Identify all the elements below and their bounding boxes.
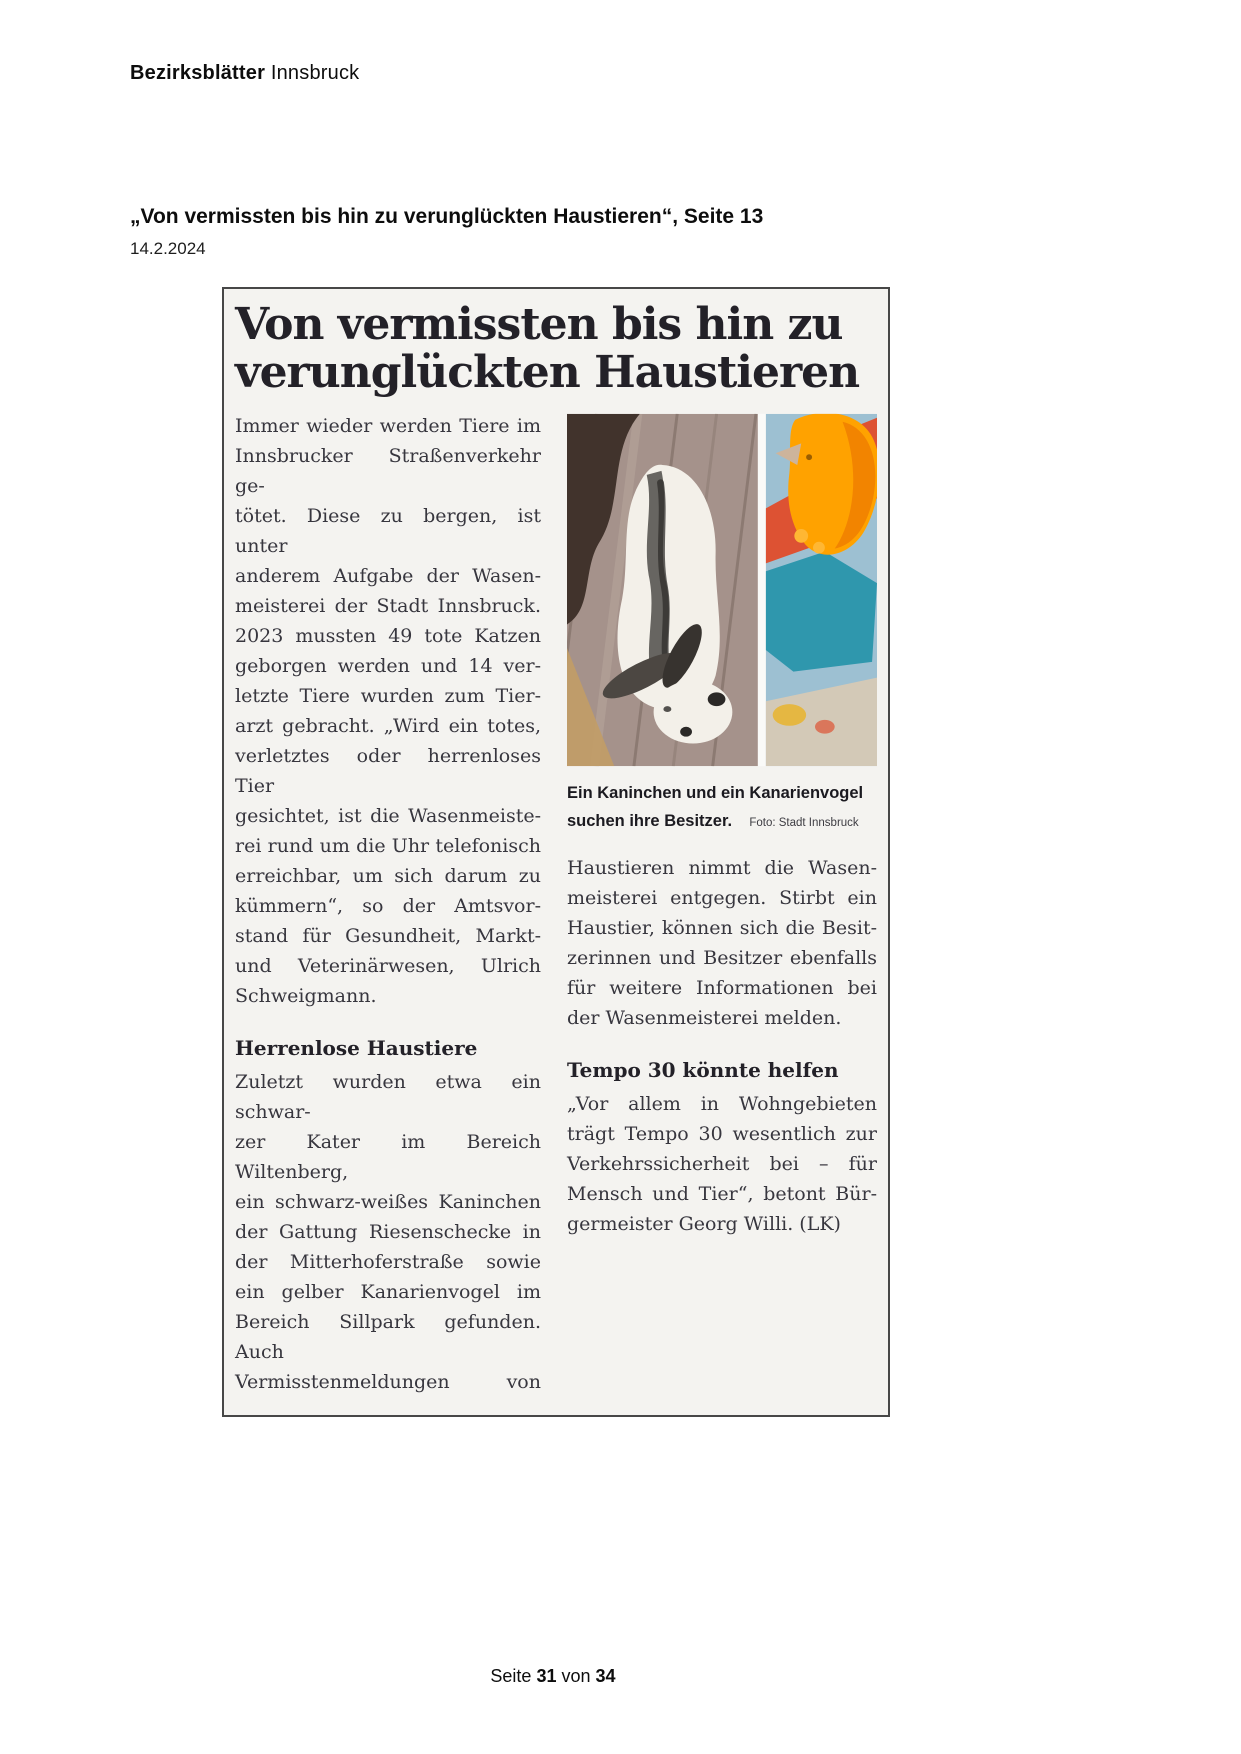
text-line: Haustieren nimmt die Wasen- — [567, 857, 877, 879]
text-line: zer Kater im Bereich Wiltenberg, — [235, 1131, 541, 1183]
text-line: ein gelber Kanarienvogel im — [235, 1281, 541, 1303]
text-line: stand für Gesundheit, Markt- — [235, 925, 541, 947]
headline-line-2: verunglückten Haustieren — [235, 347, 860, 398]
text-line: Verkehrssicherheit bei – für — [567, 1153, 877, 1175]
text-line: germeister Georg Willi. (LK) — [567, 1213, 841, 1235]
paragraph — [235, 411, 541, 1011]
article-column-left — [235, 411, 541, 1397]
text-line: für weitere Informationen bei — [567, 977, 877, 999]
document-date: 14.2.2024 — [130, 239, 206, 258]
footer-current-page: 31 — [536, 1666, 557, 1686]
text-line: gesichtet, ist die Wasenmeiste- — [235, 805, 541, 827]
text-line: Schweigmann. — [235, 985, 377, 1007]
text-line: „Vor allem in Wohngebieten — [567, 1093, 877, 1115]
text-line: Vermisstenmeldungen von — [235, 1371, 541, 1393]
text-line: letzte Tiere wurden zum Tier- — [235, 685, 541, 707]
text-line: verletztes oder herrenloses Tier — [235, 745, 541, 797]
document-title: „Von vermissten bis hin zu verunglückten Haustieren“, Seite 13 — [130, 205, 764, 228]
rabbit-photo — [567, 414, 758, 766]
footer-total-pages: 34 — [595, 1666, 616, 1686]
text-line: ein schwarz-weißes Kaninchen — [235, 1191, 541, 1213]
text-line: Innsbrucker Straßenverkehr ge- — [235, 445, 541, 497]
article-column-right-body — [567, 853, 877, 1239]
publication-masthead — [130, 62, 359, 85]
text-line: Zuletzt wurden etwa ein schwar- — [235, 1071, 541, 1123]
paragraph — [235, 1067, 541, 1397]
page-footer — [0, 1666, 1106, 1687]
text-line: der Gattung Riesenschecke in — [235, 1221, 541, 1243]
text-line: meisterei der Stadt Innsbruck. — [235, 595, 541, 617]
text-line: der Mitterhoferstraße sowie — [235, 1251, 541, 1273]
text-line: kümmern“, so der Amtsvor- — [235, 895, 541, 917]
article-clipping — [222, 287, 890, 1417]
text-line: 2023 mussten 49 tote Katzen — [235, 625, 541, 647]
text-line: Mensch und Tier“, betont Bür- — [567, 1183, 877, 1205]
text-line: Bereich Sillpark gefunden. Auch — [235, 1311, 541, 1363]
photo-caption — [567, 780, 877, 838]
text-line: anderem Aufgabe der Wasen- — [235, 565, 541, 587]
caption-line-1: Ein Kaninchen und ein Kanarienvogel — [567, 784, 864, 802]
photo-credit: Foto: Stadt Innsbruck — [749, 817, 859, 829]
headline-line-1: Von vermissten bis hin zu — [235, 299, 843, 350]
publication-edition: Innsbruck — [270, 62, 360, 84]
publication-name: Bezirksblätter — [130, 62, 266, 84]
article-columns — [235, 411, 877, 1397]
footer-separator: von — [561, 1666, 591, 1686]
paragraph — [567, 853, 877, 1033]
text-line: tötet. Diese zu bergen, ist unter — [235, 505, 541, 557]
caption-line-2: suchen ihre Besitzer. — [567, 812, 733, 830]
text-line: erreichbar, um sich darum zu — [235, 865, 541, 887]
column-subhead: Herrenlose Haustiere — [235, 1036, 478, 1060]
photo-divider — [758, 414, 766, 766]
column-subhead: Tempo 30 könnte helfen — [567, 1058, 839, 1082]
text-line: arzt gebracht. „Wird ein totes, — [235, 715, 541, 737]
article-photo — [567, 411, 877, 769]
article-headline — [235, 301, 877, 397]
text-line: trägt Tempo 30 wesentlich zur — [567, 1123, 877, 1145]
footer-prefix: Seite — [490, 1666, 532, 1686]
text-line: rei rund um die Uhr telefonisch — [235, 835, 541, 857]
text-line: meisterei entgegen. Stirbt ein — [567, 887, 877, 909]
text-line: zerinnen und Besitzer ebenfalls — [567, 947, 877, 969]
canary-photo — [766, 413, 877, 766]
text-line: Haustier, können sich die Besit- — [567, 917, 877, 939]
text-line: und Veterinärwesen, Ulrich — [235, 955, 541, 977]
text-line: Immer wieder werden Tiere im — [235, 415, 541, 437]
article-column-right — [567, 411, 877, 1239]
paragraph — [567, 1089, 877, 1239]
text-line: der Wasenmeisterei melden. — [567, 1007, 842, 1029]
text-line: geborgen werden und 14 ver- — [235, 655, 541, 677]
